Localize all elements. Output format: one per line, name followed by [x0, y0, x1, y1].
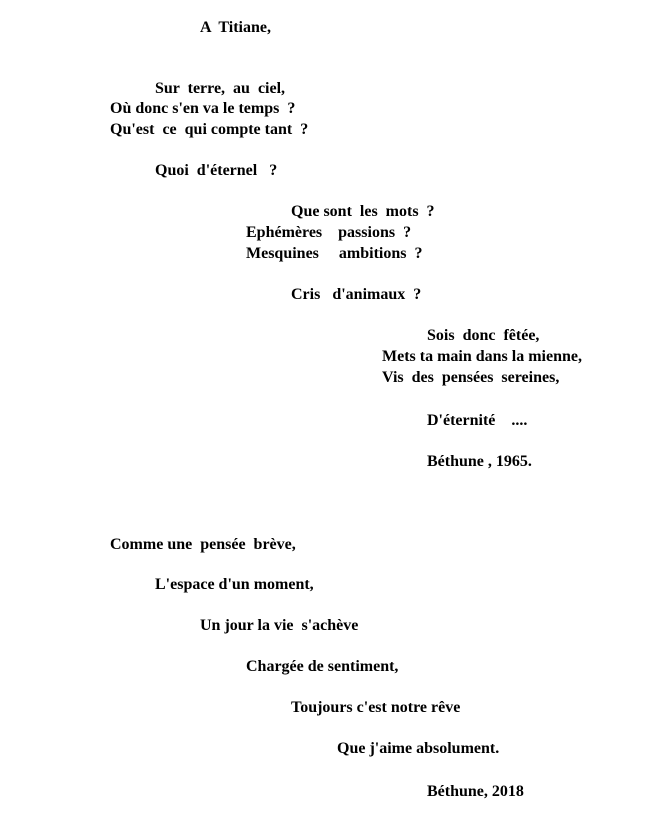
poem-line: Mesquines ambitions ? [246, 245, 423, 262]
signature-place-date: Béthune , 1965. [427, 453, 532, 470]
poem-line: Qu'est ce qui compte tant ? [110, 121, 309, 138]
poem-line: Sois donc fêtée, [427, 327, 540, 344]
poem-line: Où donc s'en va le temps ? [110, 100, 296, 117]
poem-line: Comme une pensée brève, [110, 536, 296, 553]
poem-line: Que sont les mots ? [291, 203, 435, 220]
poem-line: Que j'aime absolument. [337, 740, 500, 757]
poem-line: Quoi d'éternel ? [155, 162, 278, 179]
dedication: A Titiane, [200, 19, 271, 36]
poem-line: Ephémères passions ? [246, 224, 412, 241]
poem-line: Cris d'animaux ? [291, 286, 422, 303]
poem-line: Sur terre, au ciel, [155, 80, 286, 97]
signature-place-date: Béthune, 2018 [427, 783, 524, 800]
poem-line: D'éternité .... [427, 412, 528, 429]
poem-line: Mets ta main dans la mienne, [382, 348, 582, 365]
poem-line: Toujours c'est notre rêve [291, 699, 461, 716]
poem-line: Chargée de sentiment, [246, 658, 399, 675]
poem-line: Vis des pensées sereines, [382, 369, 560, 386]
poem-line: L'espace d'un moment, [155, 576, 314, 593]
poem-line: Un jour la vie s'achève [200, 617, 359, 634]
